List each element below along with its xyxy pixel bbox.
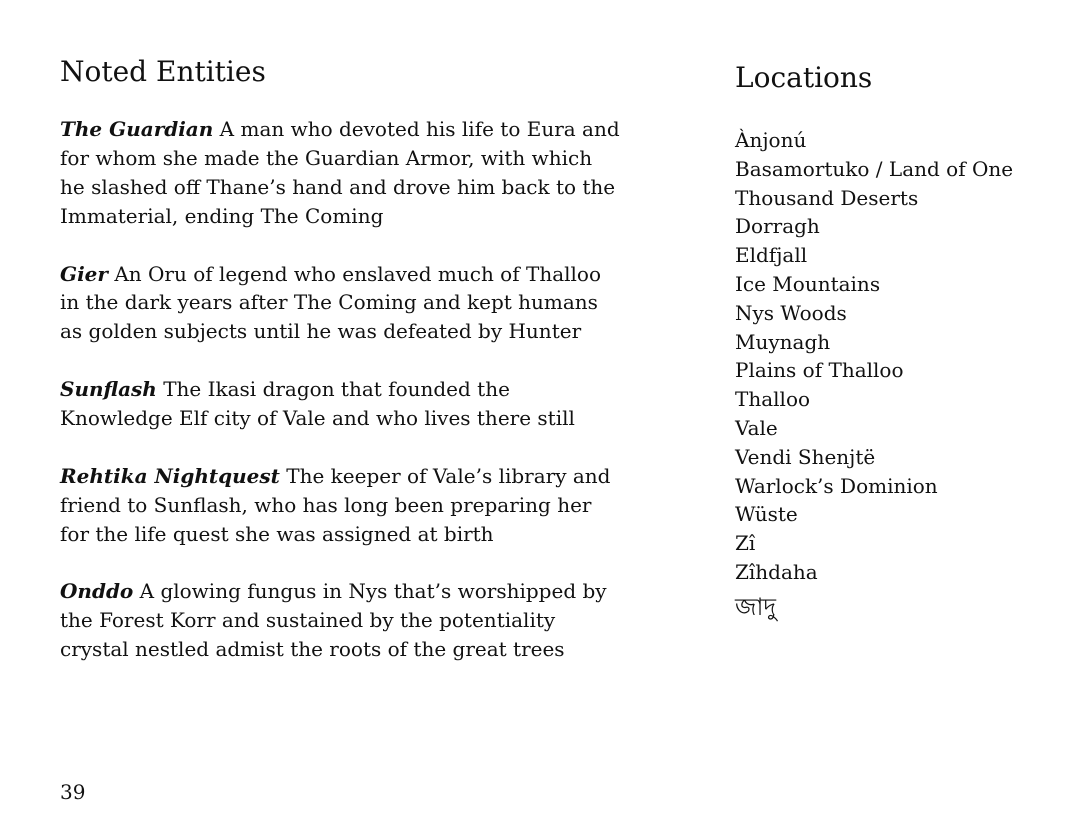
location-item: Eldfjall xyxy=(735,243,808,268)
entity-description: The keeper of Vale’s library and friend to Sunflash, who has long been preparing her for the life quest she was assigned at birth xyxy=(60,463,611,546)
entity-description: A glowing fungus in Nys that’s worshipped by the Forest Korr and sustained by the potentiality crystal nestled admist the roots of the great trees xyxy=(60,579,607,662)
entity-name: Gier xyxy=(60,261,108,286)
location-item: Muynagh xyxy=(735,329,831,354)
location-item: Nys Woods xyxy=(735,300,847,325)
locations-heading: Locations xyxy=(735,61,873,94)
entity-entry xyxy=(60,375,620,433)
location-item: Ànjonú xyxy=(735,128,807,152)
page-number: 39 xyxy=(60,780,86,804)
noted-entities-heading: Noted Entities xyxy=(60,55,266,88)
location-item: Thousand Deserts xyxy=(735,185,919,210)
location-item: Vendi Shenjtë xyxy=(735,444,876,469)
locations-section xyxy=(735,62,1065,643)
location-item: Basamortuko / Land of One xyxy=(735,156,1014,181)
entity-entry xyxy=(60,115,620,231)
noted-entities-section xyxy=(60,56,620,693)
location-item: Thalloo xyxy=(735,387,811,412)
location-item: Vale xyxy=(735,415,778,440)
entity-name: Sunflash xyxy=(60,377,157,402)
entity-entry xyxy=(60,260,620,347)
location-item: Dorragh xyxy=(735,214,820,239)
entity-description: A man who devoted his life to Eura and for whom she made the Guardian Armor, with which he slashed off Thane’s hand and drove him back to the Immaterial, ending The Coming xyxy=(60,117,620,228)
location-item: Plains of Thalloo xyxy=(735,358,904,383)
entity-entry xyxy=(60,577,620,664)
location-item: Zîhdaha xyxy=(735,559,818,584)
location-item: Warlock’s Dominion xyxy=(735,473,938,498)
location-item: Ice Mountains xyxy=(735,271,881,296)
entity-name: The Guardian xyxy=(60,117,214,141)
entity-list xyxy=(60,115,620,664)
entity-description: The Ikasi dragon that founded the Knowledge Elf city of Vale and who lives there still xyxy=(60,377,575,431)
entity-entry xyxy=(60,462,620,549)
entity-name: Onddo xyxy=(60,579,134,604)
entity-name: Rehtika Nightquest xyxy=(60,463,280,488)
location-list xyxy=(735,126,1065,627)
location-item: Wüste xyxy=(735,502,798,527)
location-item: জাদু xyxy=(735,592,777,621)
entity-description: An Oru of legend who enslaved much of Thalloo in the dark years after The Coming and kept humans as golden subjects until he was defeated by Hunter xyxy=(60,261,602,344)
location-item: Zî xyxy=(735,531,756,556)
